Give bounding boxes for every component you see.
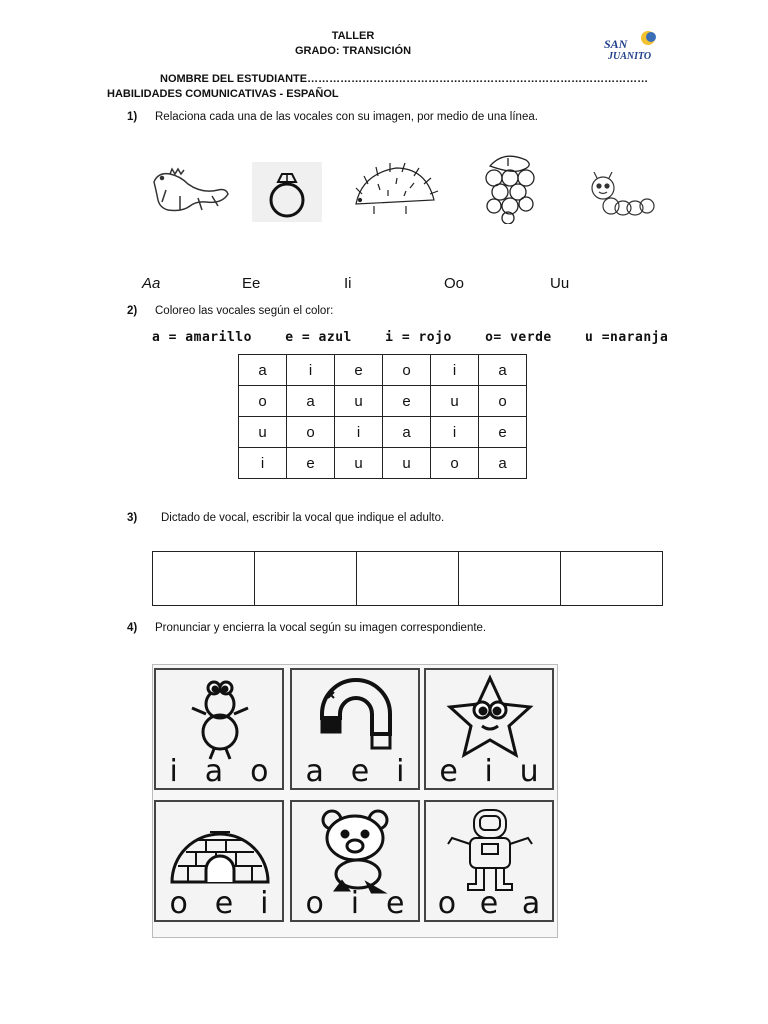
letter-option[interactable]: o [169, 886, 188, 921]
letter-option[interactable]: e [214, 886, 234, 921]
grid-cell[interactable]: o [431, 448, 479, 479]
grid-cell[interactable]: o [239, 386, 287, 417]
vowel-e[interactable]: Ee [242, 275, 261, 292]
grade-label: GRADO: TRANSICIÓN [294, 45, 412, 57]
iguana-icon [146, 160, 232, 220]
ring-icon [252, 162, 322, 222]
vowel-row [0, 275, 768, 295]
dictation-box-2[interactable] [255, 552, 357, 606]
letter-option[interactable]: u [519, 754, 539, 789]
letter-option[interactable]: i [484, 754, 493, 789]
subject-label: HABILIDADES COMUNICATIVAS - ESPAÑOL [107, 88, 339, 100]
letter-option[interactable]: o [305, 886, 324, 921]
card-letters [156, 754, 282, 789]
color-legend [152, 330, 668, 345]
card-letters [156, 886, 282, 921]
vowel-card-eight [154, 668, 284, 790]
vowel-o[interactable]: Oo [444, 275, 465, 292]
legend-u: u =naranja [585, 330, 669, 345]
magnet-icon [302, 674, 410, 762]
grid-cell[interactable]: i [431, 417, 479, 448]
legend-e: e = azul [285, 330, 352, 345]
grid-cell[interactable]: o [479, 386, 527, 417]
letter-option[interactable]: e [439, 754, 458, 789]
vowel-color-grid [238, 354, 527, 479]
grid-cell[interactable]: e [383, 386, 431, 417]
school-logo [600, 28, 660, 62]
vowel-card-magnet [290, 668, 420, 790]
letter-option[interactable]: o [437, 886, 457, 921]
letter-option[interactable]: a [521, 886, 541, 921]
grid-cell[interactable]: e [287, 448, 335, 479]
letter-option[interactable]: a [204, 754, 224, 789]
vowel-u[interactable]: Uu [550, 275, 570, 292]
section1-instruction: 1) Relaciona cada una de las vocales con su imagen, por medio de una línea. [127, 111, 538, 123]
card-letters [292, 886, 418, 921]
vowel-card-astronaut [424, 800, 554, 922]
dictation-box-1[interactable] [153, 552, 255, 606]
letter-option[interactable]: i [169, 754, 178, 789]
grid-cell[interactable]: i [431, 355, 479, 386]
caterpillar-icon [585, 170, 660, 220]
section3-instruction: 3) Dictado de vocal, escribir la vocal que indique el adulto. [127, 512, 445, 524]
legend-i: i = rojo [385, 330, 452, 345]
letter-option[interactable]: e [479, 886, 499, 921]
grid-cell[interactable]: a [383, 417, 431, 448]
hedgehog-icon [350, 160, 440, 220]
letter-option[interactable]: a [305, 754, 324, 789]
dictation-box-4[interactable] [459, 552, 561, 606]
svg-text:JUANITO: JUANITO [608, 51, 652, 62]
grid-cell[interactable]: u [239, 417, 287, 448]
grid-cell[interactable]: a [287, 386, 335, 417]
grapes-icon [470, 152, 550, 224]
grid-cell[interactable]: o [383, 355, 431, 386]
eight-icon [166, 674, 274, 762]
section2-instruction: 2) Coloreo las vocales según el color: [127, 305, 334, 317]
vowel-card-igloo [154, 800, 284, 922]
grid-cell[interactable]: e [335, 355, 383, 386]
letter-option[interactable]: o [250, 754, 269, 789]
vowel-card-bear [290, 800, 420, 922]
card-letters [426, 754, 552, 789]
letter-option[interactable]: i [350, 886, 360, 921]
grid-cell[interactable]: u [431, 386, 479, 417]
dictation-box-3[interactable] [357, 552, 459, 606]
grid-cell[interactable]: e [479, 417, 527, 448]
grid-cell[interactable]: a [239, 355, 287, 386]
letter-option[interactable]: i [260, 886, 269, 921]
dictation-boxes [152, 551, 663, 606]
section4-instruction: 4) Pronunciar y encierra la vocal según su imagen correspondiente. [127, 622, 487, 634]
bear-icon [302, 806, 410, 894]
worksheet-title: TALLER [331, 30, 375, 42]
grid-cell[interactable]: u [335, 448, 383, 479]
letter-option[interactable]: e [350, 754, 370, 789]
grid-cell[interactable]: a [479, 448, 527, 479]
igloo-icon [166, 806, 274, 894]
svg-text:SAN: SAN [604, 37, 628, 51]
card-letters [292, 754, 418, 789]
student-name-line[interactable]: NOMBRE DEL ESTUDIANTE………………………………………………………………………………… [160, 73, 649, 85]
grid-cell[interactable]: u [335, 386, 383, 417]
letter-option[interactable]: i [396, 754, 405, 789]
astronaut-icon [436, 806, 544, 894]
grid-cell[interactable]: a [479, 355, 527, 386]
grid-cell[interactable]: i [335, 417, 383, 448]
dictation-box-5[interactable] [561, 552, 663, 606]
vowel-i[interactable]: Ii [344, 275, 352, 292]
letter-option[interactable]: e [386, 886, 405, 921]
grid-cell[interactable]: i [239, 448, 287, 479]
grid-cell[interactable]: u [383, 448, 431, 479]
vowel-a[interactable]: Aa [142, 275, 161, 292]
star-icon [436, 674, 544, 762]
card-letters [426, 886, 552, 921]
grid-cell[interactable]: o [287, 417, 335, 448]
legend-a: a = amarillo [152, 330, 252, 345]
grid-cell[interactable]: i [287, 355, 335, 386]
legend-o: o= verde [485, 330, 552, 345]
vowel-card-star [424, 668, 554, 790]
